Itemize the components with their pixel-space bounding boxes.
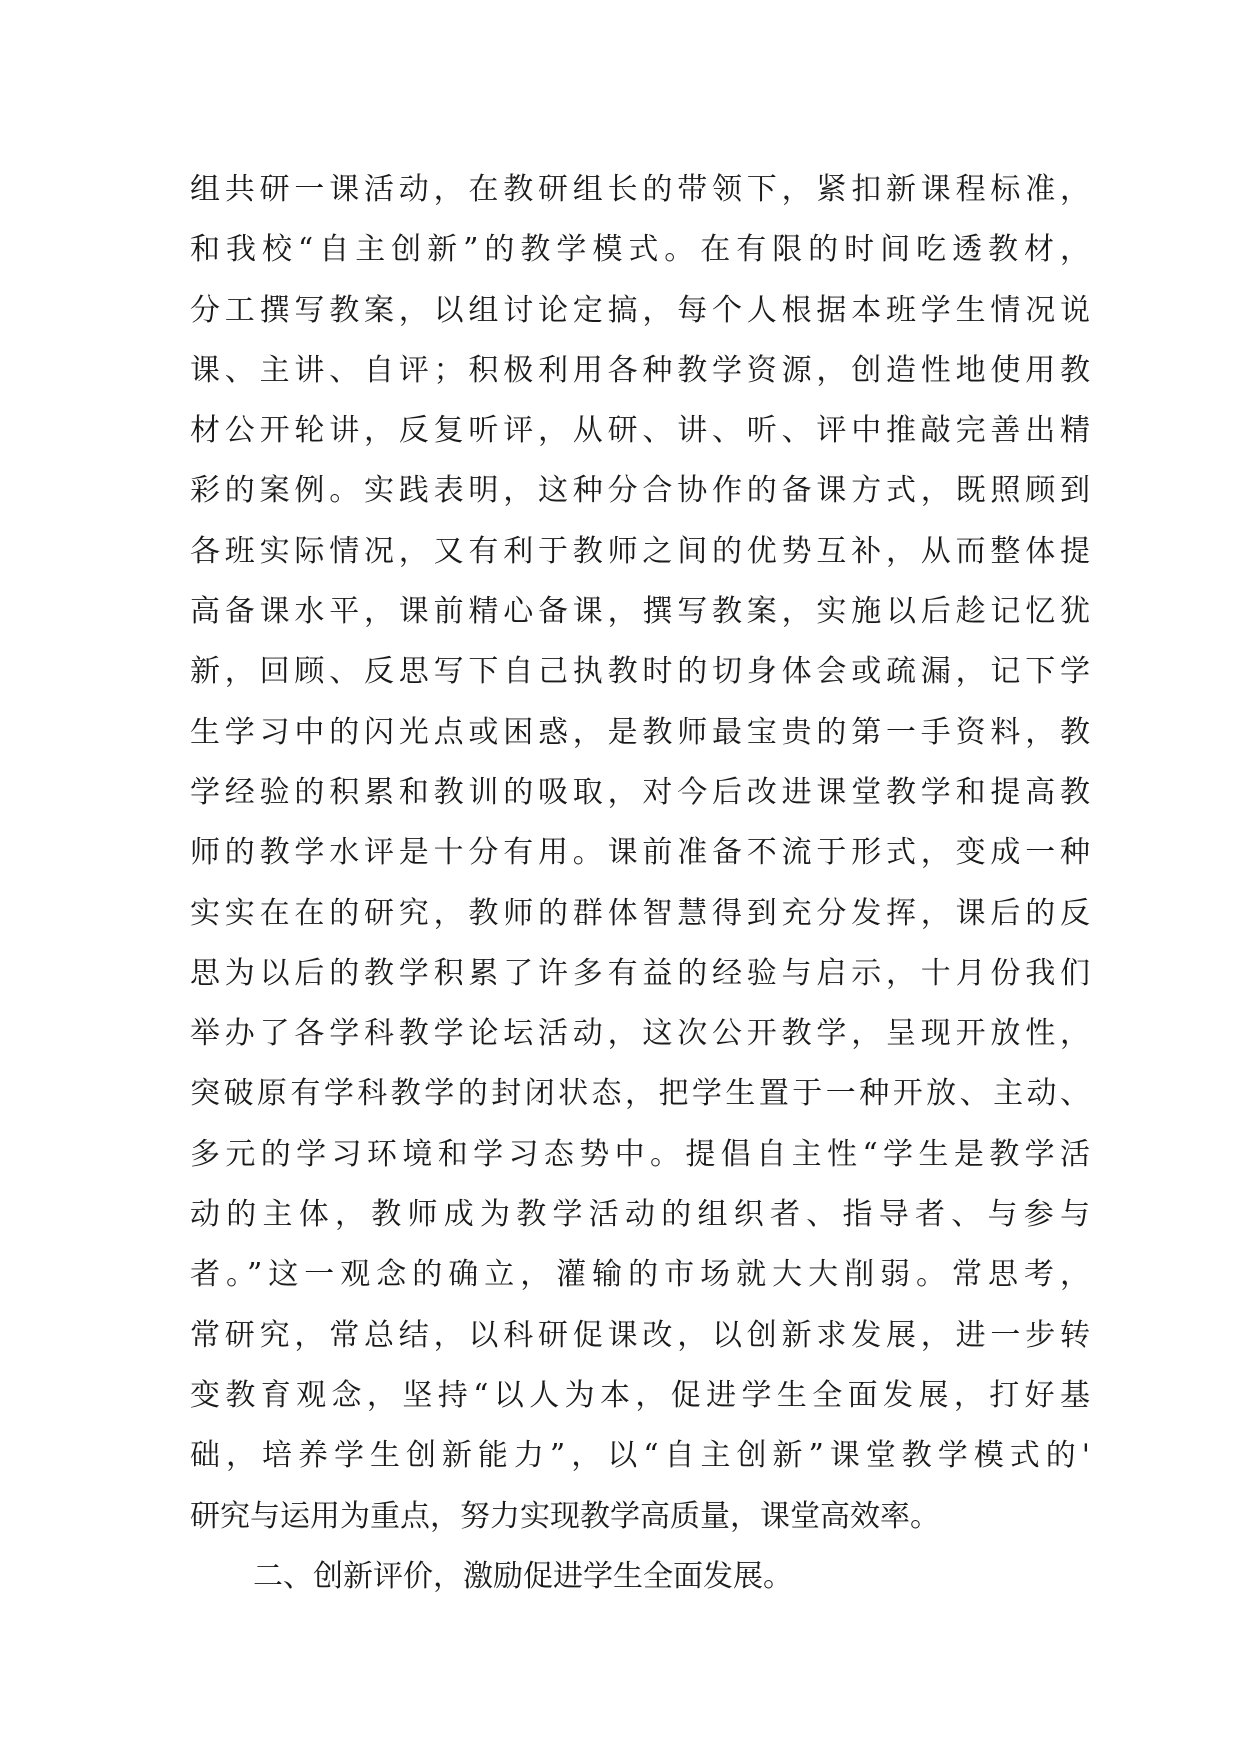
paragraph-line: 课、主讲、自评；积极利用各种教学资源，创造性地使用教 — [190, 352, 1090, 388]
paragraph-line: 彩的案例。实践表明，这种分合协作的备课方式，既照顾到 — [190, 473, 1090, 509]
paragraph-line: 突破原有学科教学的封闭状态，把学生置于一种开放、主动、 — [190, 1076, 1090, 1112]
paragraph-line: 分工撰写教案，以组讨论定搞，每个人根据本班学生情况说 — [190, 292, 1090, 328]
paragraph-line: 新，回顾、反思写下自己执教时的切身体会或疏漏，记下学 — [190, 654, 1090, 690]
paragraph-line: 师的教学水评是十分有用。课前准备不流于形式，变成一种 — [190, 835, 1090, 871]
paragraph-line: 生学习中的闪光点或困惑，是教师最宝贵的第一手资料，教 — [190, 714, 1090, 750]
section-heading: 二、创新评价，激励促进学生全面发展。 — [253, 1558, 793, 1594]
paragraph-line: 常研究，常总结，以科研促课改，以创新求发展，进一步转 — [190, 1317, 1090, 1353]
paragraph-line: 变教育观念，坚持“以人为本，促进学生全面发展，打好基 — [190, 1377, 1090, 1413]
paragraph-line: 础，培养学生创新能力”，以“自主创新”课堂教学模式的' — [190, 1438, 1090, 1474]
paragraph-line: 和我校“自主创新”的教学模式。在有限的时间吃透教材， — [190, 232, 1090, 268]
paragraph-line: 高备课水平，课前精心备课，撰写教案，实施以后趁记忆犹 — [190, 594, 1090, 630]
paragraph-line: 材公开轮讲，反复听评，从研、讲、听、评中推敲完善出精 — [190, 413, 1090, 449]
paragraph-line: 动的主体，教师成为教学活动的组织者、指导者、与参与 — [190, 1197, 1090, 1233]
paragraph-line: 研究与运用为重点，努力实现教学高质量，课堂高效率。 — [190, 1498, 940, 1534]
paragraph-line: 多元的学习环境和学习态势中。提倡自主性“学生是教学活 — [190, 1136, 1090, 1172]
paragraph-line: 实实在在的研究，教师的群体智慧得到充分发挥，课后的反 — [190, 895, 1090, 931]
paragraph-line: 者。”这一观念的确立，灌输的市场就大大削弱。常思考， — [190, 1257, 1090, 1293]
paragraph-line: 举办了各学科教学论坛活动，这次公开教学，呈现开放性， — [190, 1016, 1090, 1052]
paragraph-line: 各班实际情况，又有利于教师之间的优势互补，从而整体提 — [190, 533, 1090, 569]
paragraph-line: 组共研一课活动，在教研组长的带领下，紧扣新课程标准， — [190, 172, 1090, 207]
paragraph-line: 思为以后的教学积累了许多有益的经验与启示，十月份我们 — [190, 955, 1090, 991]
body-text — [190, 160, 1090, 1607]
paragraph-line: 学经验的积累和教训的吸取，对今后改进课堂教学和提高教 — [190, 774, 1090, 810]
